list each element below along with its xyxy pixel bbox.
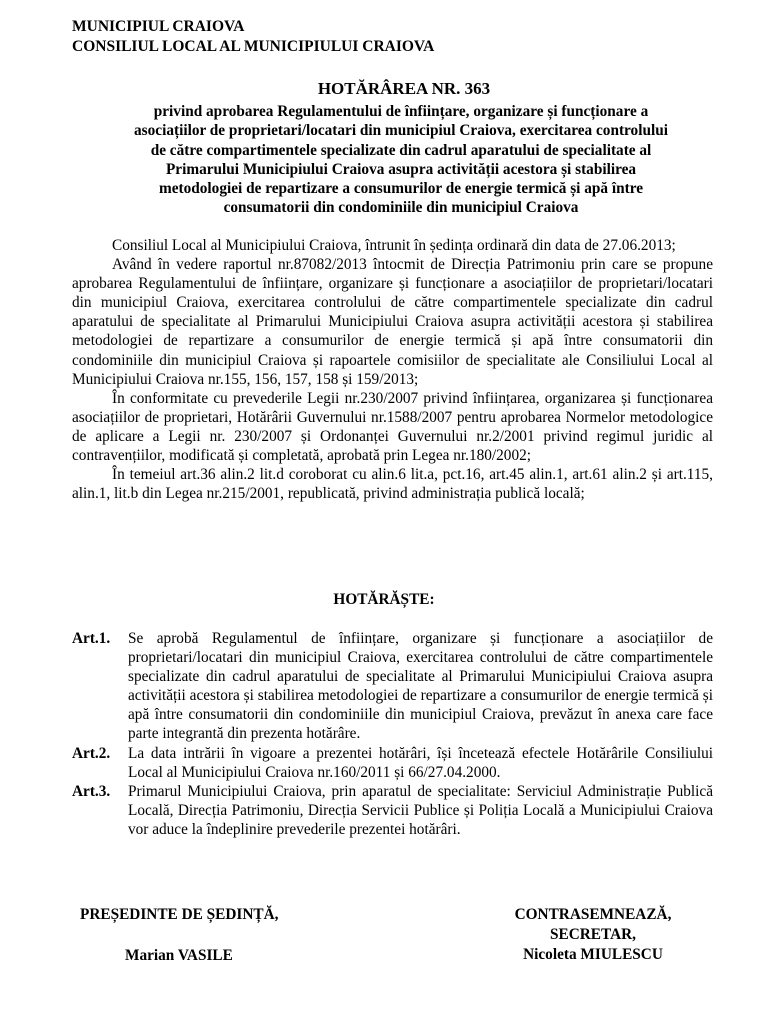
issuer-line-2: CONSILIUL LOCAL AL MUNICIPIULUI CRAIOVA <box>72 38 435 55</box>
president-name: Marian VASILE <box>125 947 233 964</box>
issuer-line-1: MUNICIPIUL CRAIOVA <box>72 18 245 35</box>
subject-line: privind aprobarea Regulamentului de înființare, organizare și funcționare a <box>153 103 649 120</box>
decides-heading: HOTĂRĂȘTE: <box>333 591 435 608</box>
preamble <box>72 236 713 503</box>
article-number: Art.3. <box>72 782 111 800</box>
article-text: La data intrării în vigoare a prezentei hotărâri, își încetează efectele Hotărârile Consiliului Local al Municipiului Craiova nr.160/2011 și 66/27.04.2000. <box>128 744 713 781</box>
subject-line: metodologiei de repartizare a consumurilor de energie termică și apă între <box>158 180 644 198</box>
preamble-paragraph: Având în vedere raportul nr.87082/2013 întocmit de Direcția Patrimoniu prin care se propune aprobarea Regulamentului de înființare, organizare și funcționare a asociațiilor de proprietari/locatari din municipiul Craiova, exercitarea controlului de către compartimentele specializate din cadrul aparatului de specialitate al Primarului Municipiului Craiova asupra activității acestora și stabilirea metodologiei de repartizare a consumurilor de energie termică și apă între consumatorii din condominiile din municipiul Craiova și rapoartele comisiilor de specialitate ale Consiliului Local al Municipiului Craiova nr.155, 156, 157, 158 și 159/2013; <box>72 256 713 388</box>
secretary-role: SECRETAR, <box>550 926 636 943</box>
articles-list <box>72 629 713 839</box>
article-2 <box>72 744 713 782</box>
president-title: PREȘEDINTE DE ȘEDINȚĂ, <box>80 906 279 923</box>
article-number: Art.1. <box>72 630 111 647</box>
subject-line: de către compartimentele specializate din cadrul aparatului de specialitate al <box>150 141 652 159</box>
secretary-name: Nicoleta MIULESCU <box>523 946 663 963</box>
article-1 <box>72 629 713 744</box>
subject-line: consumatorii din condominiile din municipiul Craiova <box>223 199 579 217</box>
article-text: Primarul Municipiului Craiova, prin aparatul de specialitate: Serviciul Administrație Publică Locală, Direcția Patrimoniu, Direcția Servicii Publice și Poliția Locală a Municipiului Craiova vor aduce la îndeplinire prevederile prezentei hotărâri. <box>128 782 713 838</box>
subject-line: asociațiilor de proprietari/locatari din municipiul Craiova, exercitarea controlului <box>134 122 668 140</box>
signature-president <box>80 905 279 966</box>
subject-line: Primarului Municipiului Craiova asupra activității acestora și stabilirea <box>165 160 637 178</box>
countersign-title: CONTRASEMNEAZĂ, <box>514 906 672 923</box>
signature-secretary <box>498 905 688 965</box>
article-number: Art.2. <box>72 744 111 762</box>
decision-title: HOTĂRÂREA NR. 363 <box>317 79 491 98</box>
article-text: Se aprobă Regulamentul de înființare, organizare și funcționare a asociațiilor de proprietari/locatari din municipiul Craiova, exercitarea controlului de către compartimentele specializate din cadrul aparatului de specialitate al Primarului Municipiului Craiova asupra activității acestora și stabilirea metodologiei de repartizare a consumurilor de energie termică și apă între consumatorii din condominiile din municipiul Craiova, prevăzut în anexa care face parte integrantă din prezenta hotărâre. <box>128 630 713 743</box>
preamble-paragraph: Consiliul Local al Municipiului Craiova, întrunit în ședința ordinară din data de 27.06.2013; <box>112 237 676 254</box>
decision-subject <box>86 102 716 218</box>
article-3 <box>72 782 713 839</box>
preamble-paragraph: În conformitate cu prevederile Legii nr.230/2007 privind înființarea, organizarea și funcționarea asociațiilor de proprietari, Hotărârii Guvernului nr.1588/2007 pentru aprobarea Normelor metodologice de aplicare a Legii nr. 230/2007 și Ordonanței Guvernului nr.2/2001 privind regimul juridic al contravențiilor, modificată și completată, aprobată prin Legea nr.180/2002; <box>72 389 713 465</box>
issuer-header <box>72 17 434 57</box>
preamble-paragraph: În temeiul art.36 alin.2 lit.d coroborat cu alin.6 lit.a, pct.16, art.45 alin.1, art.61 alin.2 și art.115, alin.1, lit.b din Legea nr.215/2001, republicată, privind administrația publică locală; <box>72 466 713 503</box>
